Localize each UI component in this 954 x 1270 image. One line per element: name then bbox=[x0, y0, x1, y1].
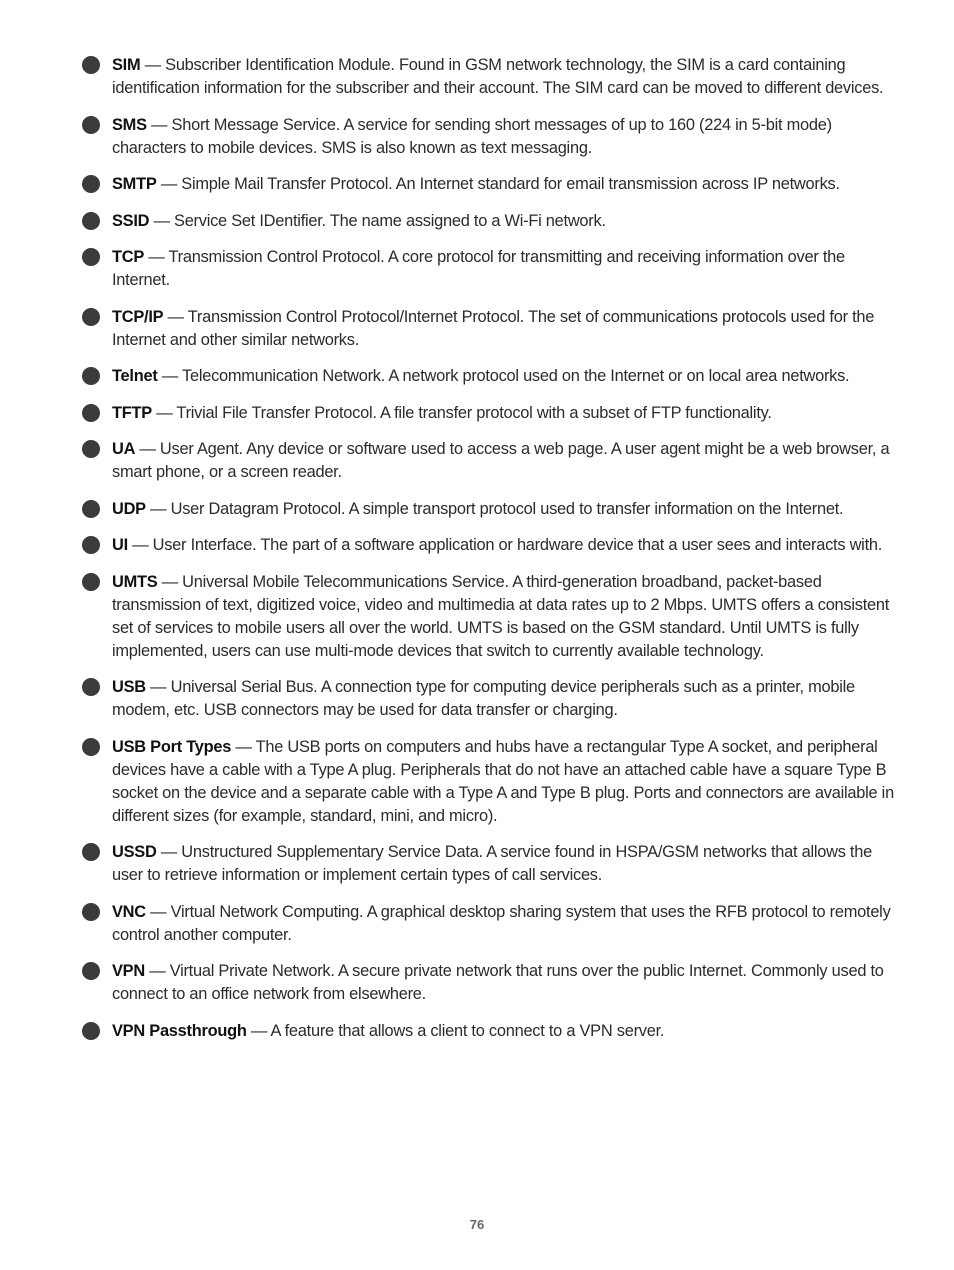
glossary-definition: — Transmission Control Protocol. A core protocol for transmitting and receiving information over the Internet. bbox=[112, 248, 845, 289]
glossary-definition: — A feature that allows a client to connect to a VPN server. bbox=[246, 1021, 665, 1040]
glossary-term: UI bbox=[112, 536, 128, 554]
glossary-entry-tcp bbox=[82, 246, 902, 292]
glossary-entry-vpn bbox=[82, 960, 902, 1006]
glossary-definition: — Transmission Control Protocol/Internet Protocol. The set of communications protocols used for the Internet and other similar networks. bbox=[112, 307, 875, 349]
bullet-icon bbox=[82, 1022, 100, 1040]
glossary-term: USB Port Types bbox=[112, 737, 232, 756]
glossary-definition: — User Agent. Any device or software used to access a web page. A user agent might be a web browser, a smart phone, or a screen reader. bbox=[112, 440, 890, 481]
bullet-icon bbox=[82, 536, 100, 554]
glossary-term: VPN Passthrough bbox=[112, 1021, 247, 1040]
bullet-icon bbox=[82, 903, 100, 921]
glossary-term: USB bbox=[112, 678, 146, 696]
glossary-definition: — Simple Mail Transfer Protocol. An Internet standard for email transmission across IP networks. bbox=[156, 175, 840, 193]
glossary-term: UDP bbox=[112, 499, 146, 518]
bullet-icon bbox=[82, 56, 100, 74]
bullet-icon bbox=[82, 367, 100, 385]
glossary-term: USSD bbox=[112, 843, 157, 861]
glossary-list bbox=[82, 54, 902, 1056]
glossary-entry-usb bbox=[82, 676, 902, 722]
glossary-entry-ussd bbox=[82, 841, 902, 887]
bullet-icon bbox=[82, 843, 100, 861]
glossary-entry-telnet bbox=[82, 365, 902, 388]
glossary-entry-smtp bbox=[82, 173, 902, 196]
glossary-definition: — Virtual Network Computing. A graphical desktop sharing system that uses the RFB protocol to remotely control another computer. bbox=[112, 902, 891, 944]
bullet-icon bbox=[82, 738, 100, 756]
glossary-entry-tcp-ip bbox=[82, 306, 902, 352]
bullet-icon bbox=[82, 962, 100, 980]
glossary-entry-ssid bbox=[82, 210, 902, 233]
glossary-term: TCP/IP bbox=[112, 307, 164, 326]
glossary-definition: — Universal Serial Bus. A connection type for computing device peripherals such as a printer, mobile modem, etc. USB connectors may be used for data transfer or charging. bbox=[112, 678, 855, 719]
glossary-term: UA bbox=[112, 440, 136, 458]
glossary-term: SIM bbox=[112, 56, 141, 74]
bullet-icon bbox=[82, 116, 100, 134]
glossary-entry-sim bbox=[82, 54, 902, 100]
glossary-definition: — User Interface. The part of a software application or hardware device that a user sees and interacts with. bbox=[127, 536, 883, 554]
bullet-icon bbox=[82, 440, 100, 458]
glossary-definition: — Trivial File Transfer Protocol. A file transfer protocol with a subset of FTP functionality. bbox=[151, 403, 772, 422]
glossary-term: UMTS bbox=[112, 572, 158, 591]
bullet-icon bbox=[82, 248, 100, 266]
bullet-icon bbox=[82, 308, 100, 326]
glossary-term: VNC bbox=[112, 902, 146, 921]
bullet-icon bbox=[82, 678, 100, 696]
bullet-icon bbox=[82, 500, 100, 518]
glossary-definition: — Unstructured Supplementary Service Data. A service found in HSPA/GSM networks that allows the user to retrieve information or implement certain types of call services. bbox=[112, 843, 872, 884]
page-number: 76 bbox=[469, 1217, 485, 1232]
glossary-term: SMTP bbox=[112, 175, 157, 193]
glossary-definition: — Service Set IDentifier. The name assigned to a Wi-Fi network. bbox=[149, 211, 606, 230]
glossary-definition: — User Datagram Protocol. A simple transport protocol used to transfer information on the Internet. bbox=[145, 499, 844, 518]
bullet-icon bbox=[82, 175, 100, 193]
glossary-entry-udp bbox=[82, 498, 902, 521]
glossary-entry-ua bbox=[82, 438, 902, 484]
glossary-entry-sms bbox=[82, 114, 902, 160]
glossary-entry-tftp bbox=[82, 402, 902, 425]
glossary-term: SSID bbox=[112, 211, 150, 230]
glossary-entry-vnc bbox=[82, 901, 902, 947]
glossary-definition: — Subscriber Identification Module. Found in GSM network technology, the SIM is a card containing identification information for the subscriber and their account. The SIM card can be moved to different devices. bbox=[112, 56, 884, 97]
bullet-icon bbox=[82, 212, 100, 230]
glossary-entry-umts bbox=[82, 571, 902, 663]
bullet-icon bbox=[82, 404, 100, 422]
glossary-term: SMS bbox=[112, 115, 147, 134]
glossary-definition: — Telecommunication Network. A network protocol used on the Internet or on local area networks. bbox=[157, 367, 850, 385]
glossary-entry-vpn-passthrough bbox=[82, 1020, 902, 1043]
glossary-definition: — The USB ports on computers and hubs have a rectangular Type A socket, and peripheral devices have a cable with a Type A plug. Peripherals that do not have an attached cable have a square Type B socket on the device and a separate cable with a Type A and Type B plug. Ports and connectors are available in different sizes (for example, standard, mini, and micro). bbox=[112, 737, 894, 825]
glossary-entry-usb-port-types bbox=[82, 736, 902, 828]
glossary-term: TFTP bbox=[112, 403, 152, 422]
glossary-term: TCP bbox=[112, 248, 145, 266]
glossary-term: Telnet bbox=[112, 367, 158, 385]
glossary-entry-ui bbox=[82, 534, 902, 557]
glossary-term: VPN bbox=[112, 962, 145, 980]
glossary-definition: — Virtual Private Network. A secure private network that runs over the public Internet. Commonly used to connect to an office network from elsewhere. bbox=[112, 962, 884, 1003]
bullet-icon bbox=[82, 573, 100, 591]
glossary-definition: — Universal Mobile Telecommunications Service. A third-generation broadband, packet-based transmission of text, digitized voice, video and multimedia at data rates up to 2 Mbps. UMTS offers a consistent set of services to mobile users all over the world. UMTS is based on the GSM standard. Until UMTS is fully implemented, users can use multi-mode devices that switch to currently available technology. bbox=[112, 572, 890, 660]
glossary-definition: — Short Message Service. A service for sending short messages of up to 160 (224 in 5-bit mode) characters to mobile devices. SMS is also known as text messaging. bbox=[112, 115, 832, 157]
